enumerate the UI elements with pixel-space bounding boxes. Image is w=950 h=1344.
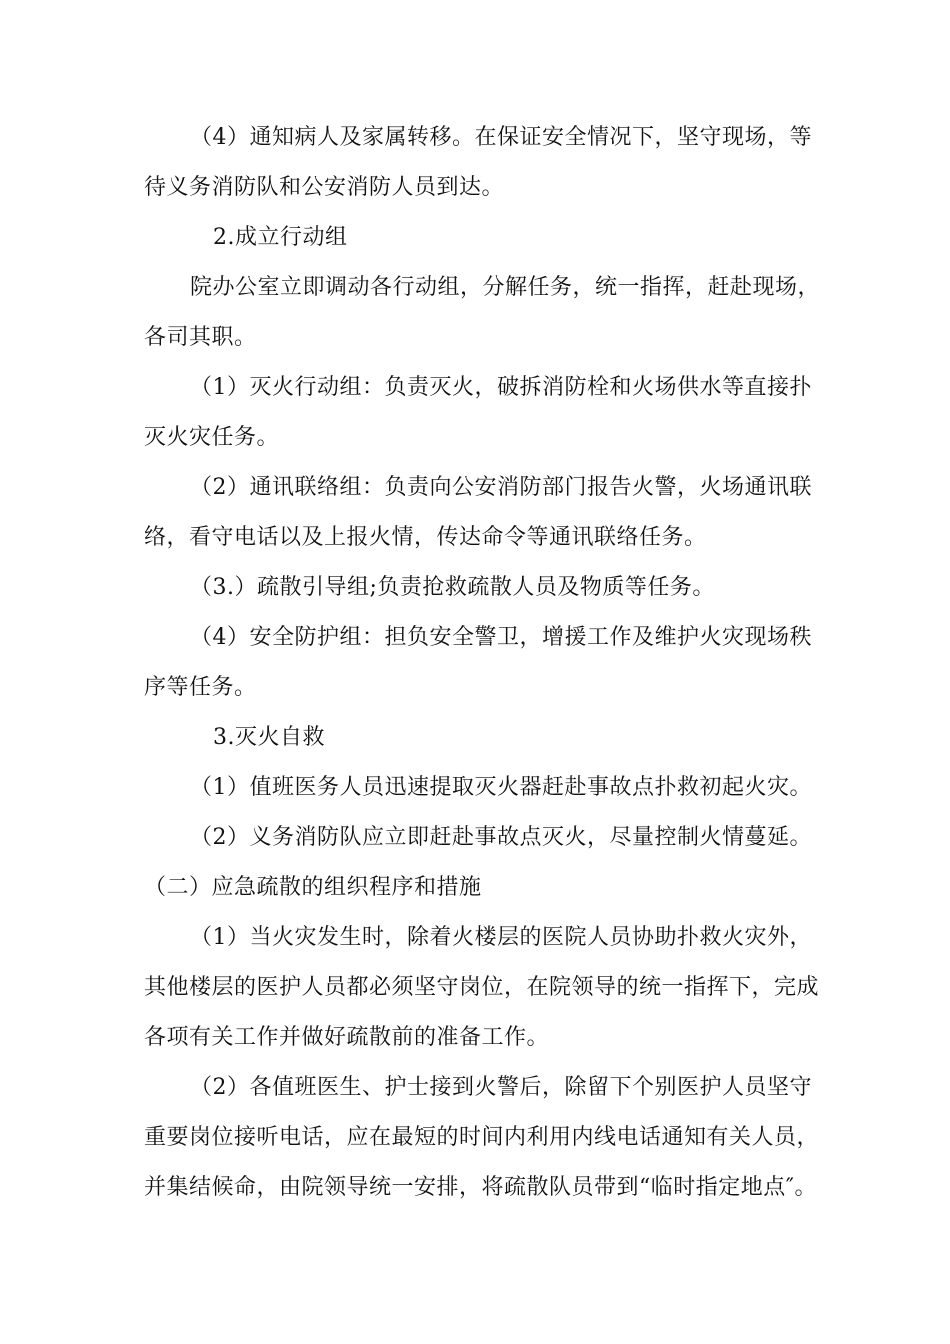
- paragraph-line: （4）通知病人及家属转移。在保证安全情况下，坚守现场，等: [190, 125, 812, 150]
- paragraph-line: 灭火灾任务。: [144, 425, 280, 450]
- section-heading: 3.灭火自救: [213, 725, 325, 750]
- paragraph-line: 各司其职。: [144, 325, 257, 350]
- paragraph-line: 待义务消防队和公安消防人员到达。: [144, 175, 505, 200]
- paragraph-line: （1）当火灾发生时，除着火楼层的医院人员协助扑救火灾外，: [190, 925, 812, 950]
- section-heading: （二）应急疏散的组织程序和措施: [144, 875, 482, 900]
- paragraph-line: （1）值班医务人员迅速提取灭火器赶赴事故点扑救初起火灾。: [190, 775, 812, 800]
- paragraph-line: 重要岗位接听电话，应在最短的时间内利用内线电话通知有关人员，: [144, 1125, 820, 1150]
- paragraph-line: （2）通讯联络组：负责向公安消防部门报告火警，火场通讯联: [190, 475, 812, 500]
- paragraph-line: 各项有关工作并做好疏散前的准备工作。: [144, 1025, 550, 1050]
- paragraph-line: （1）灭火行动组：负责灭火，破拆消防栓和火场供水等直接扑: [190, 375, 812, 400]
- paragraph-line: （2）各值班医生、护士接到火警后，除留下个别医护人员坚守: [190, 1075, 812, 1100]
- section-heading: 2.成立行动组: [213, 225, 348, 250]
- paragraph-line: （3.）疏散引导组;负责抢救疏散人员及物质等任务。: [190, 575, 715, 600]
- paragraph-line: 并集结候命，由院领导统一安排，将疏散队员带到“临时指定地点″。: [144, 1175, 817, 1200]
- paragraph-line: 院办公室立即调动各行动组，分解任务，统一指挥，赶赴现场，: [190, 275, 821, 300]
- paragraph-line: 其他楼层的医护人员都必须坚守岗位，在院领导的统一指挥下，完成: [144, 975, 820, 1000]
- paragraph-line: （2）义务消防队应立即赶赴事故点灭火，尽量控制火情蔓延。: [190, 825, 812, 850]
- paragraph-line: （4）安全防护组：担负安全警卫，增援工作及维护火灾现场秩: [190, 625, 812, 650]
- paragraph-line: 序等任务。: [144, 675, 257, 700]
- paragraph-line: 络，看守电话以及上报火情，传达命令等通讯联络任务。: [144, 525, 707, 550]
